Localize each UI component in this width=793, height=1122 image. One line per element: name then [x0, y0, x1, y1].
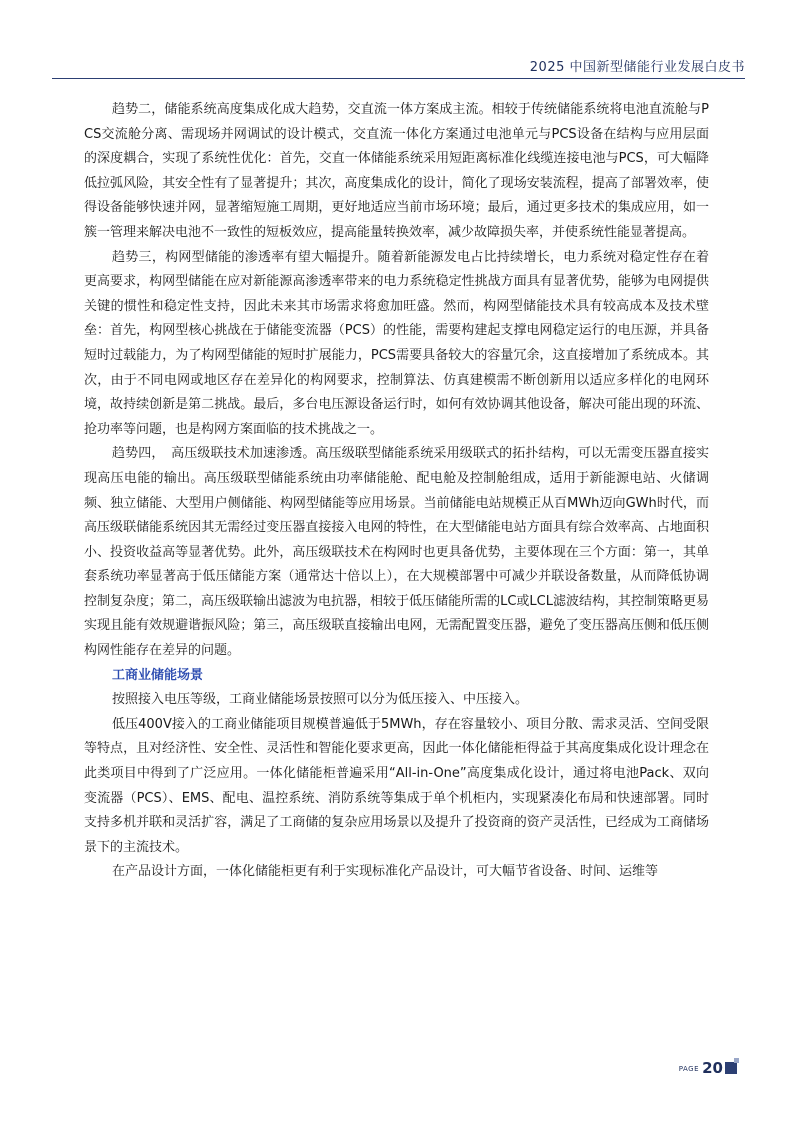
header-divider [52, 78, 745, 79]
page-label: PAGE [678, 1065, 699, 1073]
paragraph-product-design: 在产品设计方面，一体化储能柜更有利于实现标准化产品设计，可大幅节省设备、时间、运维等 [112, 864, 659, 880]
header-title: 2025 中国新型储能行业发展白皮书 [529, 60, 745, 75]
paragraph-trend-four: 趋势四， 高压级联技术加速渗透。高压级联型储能系统采用级联式的拓扑结构，可以无需变压器直接实现高压电能的输出。高压级联型储能系统由功率储能舱、配电舱及控制舱组成，适用于新能源电站、火储调频、独立储能、大型用户侧储能、构网型储能等应用场景。当前储能电站规模正从百MWh迈向GWh时代，而高压级联储能系统因其无需经过变压器直接接入电网的特性，在大型储能电站方面具有综合效率高、占地面积小、投资收益高等显著优势。此外，高压级联技术在构网时也更具备优势，主要体现在三个方面：第一，其单套系统功率显著高于低压储能方案（通常达十倍以上），在大规模部署中可减少并联设备数量，从而降低协调控制复杂度；第二，高压级联输出滤波为电抗器，相较于低压储能所需的LC或LCL滤波结构，其控制策略更易实现且能有效规避谐振风险；第三，高压级联直接输出电网，无需配置变压器，避免了变压器高压侧和低压侧构网性能存在差异的问题。 [84, 446, 709, 659]
page-square-icon [725, 1062, 737, 1074]
paragraph-low-voltage: 低压400V接入的工商业储能项目规模普遍低于5MWh，存在容量较小、项目分散、需求灵活、空间受限等特点，且对经济性、安全性、灵活性和智能化要求更高，因此一体化储能柜得益于其高度集成化设计理念在此类项目中得到了广泛应用。一体化储能柜普遍采用“All-in-One”高度集成化设计，通过将电池Pack、双向变流器（PCS）、EMS、配电、温控系统、消防系统等集成于单个机柜内，实现紧凑化布局和快速部署。同时支持多机并联和灵活扩容，满足了工商储的复杂应用场景以及提升了投资商的资产灵活性，已经成为工商储场景下的主流技术。 [84, 716, 709, 855]
page-number: 20 [702, 1059, 723, 1077]
paragraph-trend-three: 趋势三，构网型储能的渗透率有望大幅提升。随着新能源发电占比持续增长，电力系统对稳定性存在着更高要求，构网型储能在应对新能源高渗透率带来的电力系统稳定性挑战方面具有显著优势，能够为电网提供关键的惯性和稳定性支持，因此未来其市场需求将愈加旺盛。然而，构网型储能技术具有较高成本及技术壁垒：首先，构网型核心挑战在于储能变流器（PCS）的性能，需要构建起支撑电网稳定运行的电压源，并具备短时过载能力，为了构网型储能的短时扩展能力，PCS需要具备较大的容量冗余，这直接增加了系统成本。其次，由于不同电网或地区存在差异化的构网要求，控制算法、仿真建模需不断创新用以适应多样化的电网环境，故持续创新是第二挑战。最后，多台电压源设备运行时，如何有效协调其他设备，解决可能出现的环流、抢功率等问题，也是构网方案面临的技术挑战之一。 [84, 249, 709, 437]
document-body [84, 98, 709, 885]
section-heading-commercial-storage: 工商业储能场景 [112, 667, 204, 683]
paragraph-trend-two: 趋势二，储能系统高度集成化成大趋势，交直流一体方案成主流。相较于传统储能系统将电池直流舱与PCS交流舱分离、需现场并网调试的设计模式，交直流一体化方案通过电池单元与PCS设备在结构与应用层面的深度耦合，实现了系统性优化：首先，交直一体储能系统采用短距离标准化线缆连接电池与PCS，可大幅降低拉弧风险，其安全性有了显著提升；其次，高度集成化的设计，简化了现场安装流程，提高了部署效率，使得设备能够快速并网，显著缩短施工周期，更好地适应当前市场环境；最后，通过更多技术的集成应用，如一簇一管理来解决电池不一致性的短板效应，提高能量转换效率，减少故障损失率，并使系统性能显著提高。 [84, 102, 709, 240]
paragraph-voltage-levels: 按照接入电压等级，工商业储能场景按照可以分为低压接入、中压接入。 [112, 692, 529, 708]
page-square-accent-icon [734, 1058, 739, 1063]
